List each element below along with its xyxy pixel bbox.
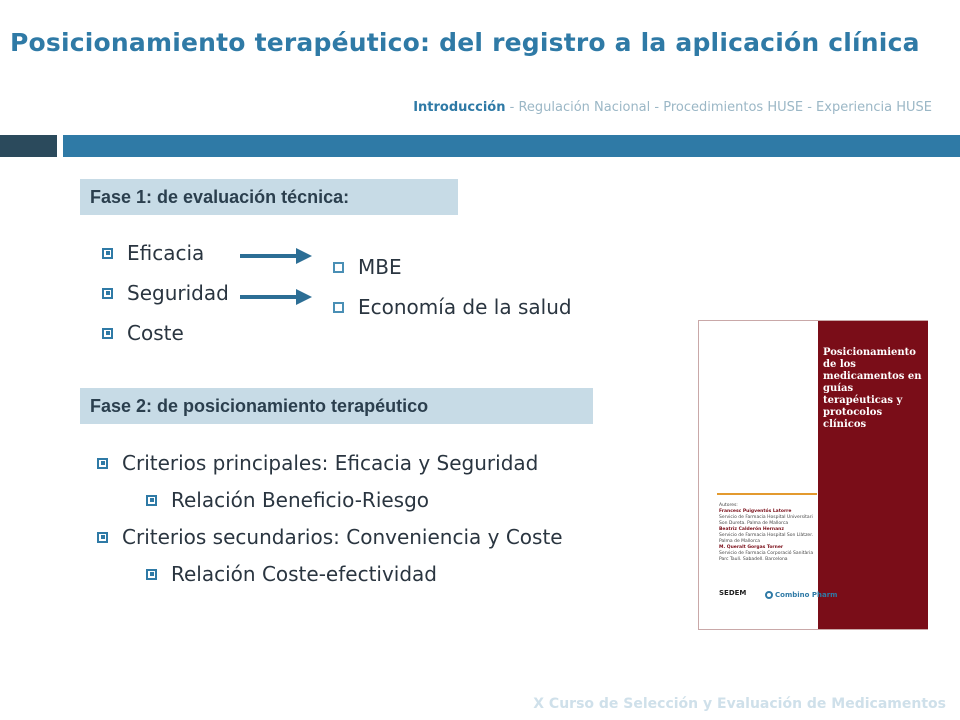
arrow-right-icon [240,248,312,264]
book-cover-image [698,320,928,630]
breadcrumb-active: Introducción [413,100,506,115]
bullet-square-icon [146,495,157,506]
footer-course-title: X Curso de Selección y Evaluación de Medicamentos [533,696,946,712]
header-bar-right [63,135,960,157]
cover-author-affil: Servicio de Farmacia Hospital Universitari Son Dureta. Palma de Mallorca [719,515,813,526]
cover-author-affil: Servicio de Farmacia Corporació Sanitària Parc Taulí. Sabadell. Barcelona [719,551,814,562]
bullet-square-outline-icon [333,302,344,313]
phase1-target-mbe [333,255,402,279]
section-breadcrumb [413,100,932,115]
phase1-item-label: Coste [127,321,184,345]
cover-publisher-name: Combino Pharm [775,591,838,599]
phase-2-heading: Fase 2: de posicionamiento terapéutico [80,388,593,424]
slide-title: Posicionamiento terapéutico: del registro a la aplicación clínica [10,28,920,57]
phase2-item-label: Criterios principales: Eficacia y Seguridad [122,451,539,475]
phase1-item-eficacia [102,241,204,265]
phase1-target-label: MBE [358,255,402,279]
bullet-square-icon [102,248,113,259]
phase2-item [97,451,538,475]
phase2-subitem-label: Relación Coste-efectividad [171,562,438,586]
phase2-subitem [146,562,437,586]
cover-author-name: Beatriz Calderón Hernanz [719,527,784,532]
phase1-item-label: Seguridad [127,281,229,305]
phase1-item-coste [102,321,184,345]
cover-author-name: Francesc Puigventós Latorre [719,509,792,514]
cover-author-name: M. Queralt Gorgas Torner [719,545,784,550]
cover-author-affil: Servicio de Farmacia Hospital Son Llàtzer. Palma de Mallorca [719,533,814,544]
phase1-target-economia [333,295,572,319]
phase-1-heading: Fase 1: de evaluación técnica: [80,179,458,215]
phase2-subitem [146,488,429,512]
cover-title: Posicionamiento de los medicamentos en guías terapéuticas y protocolos clínicos [823,347,922,430]
phase2-item-label: Criterios secundarios: Conveniencia y Coste [122,525,563,549]
cover-authors [719,503,815,563]
phase1-item-label: Eficacia [127,241,205,265]
cover-publisher-logo [765,591,837,599]
bullet-square-icon [97,458,108,469]
breadcrumb-rest: - Regulación Nacional - Procedimientos HUSE - Experiencia HUSE [505,100,932,115]
mapping-arrows [236,242,326,317]
cover-authors-label: Autores: [719,503,738,508]
publisher-logo-icon [765,591,773,599]
header-bar-left [0,135,57,157]
bullet-square-icon [146,569,157,580]
cover-divider [717,493,817,495]
phase1-target-label: Economía de la salud [358,295,572,319]
bullet-square-icon [102,328,113,339]
cover-seed-logo: SEDEM [719,589,747,597]
bullet-square-icon [102,288,113,299]
bullet-square-outline-icon [333,262,344,273]
phase1-item-seguridad [102,281,229,305]
phase2-subitem-label: Relación Beneficio-Riesgo [171,488,430,512]
bullet-square-icon [97,532,108,543]
arrow-right-icon [240,289,312,305]
phase2-item [97,525,563,549]
